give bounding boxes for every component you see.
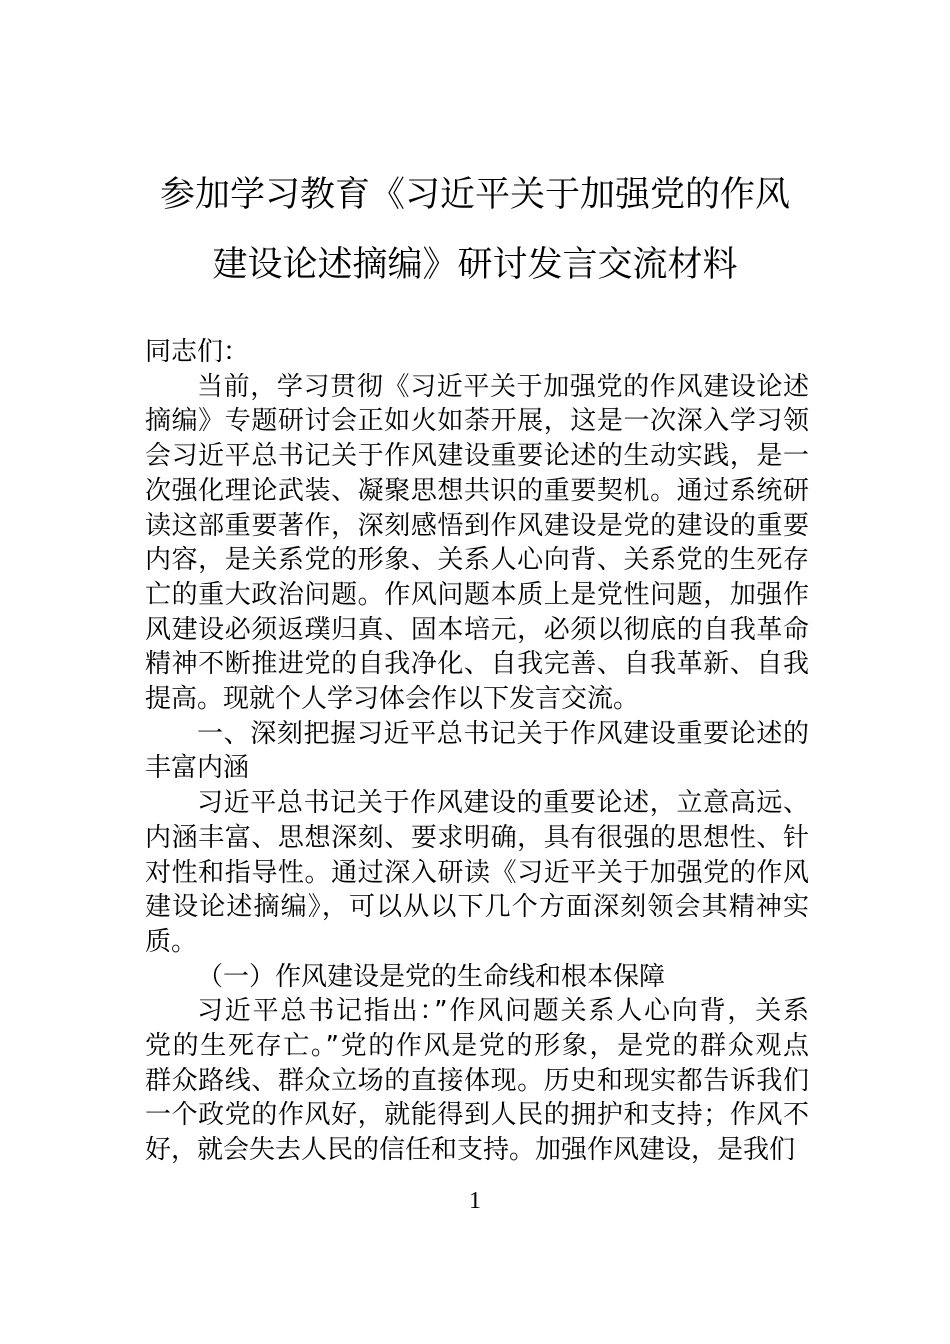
- text-line: 一、深刻把握习近平总书记关于作风建设重要论述的: [197, 718, 809, 749]
- text-line: 对性和指导性。通过深入研读《习近平关于加强党的作风: [145, 857, 809, 888]
- text-line: 习近平总书记指出：”作风问题关系人心向背，关系: [197, 996, 809, 1027]
- text-line: 同志们：: [145, 337, 250, 367]
- paragraph: [145, 960, 809, 995]
- text-line: 一个政党的作风好，就能得到人民的拥护和支持；作风不: [145, 1100, 809, 1131]
- text-line: 精神不断推进党的自我净化、自我完善、自我革新、自我: [145, 649, 809, 680]
- text-line: 次强化理论武装、凝聚思想共识的重要契机。通过系统研: [145, 475, 809, 506]
- text-line: 好，就会失去人民的信任和支持。加强作风建设，是我们: [145, 1135, 796, 1166]
- page-number: 1: [469, 1188, 481, 1214]
- title-line: 建设论述摘编》研讨发言交流材料: [212, 245, 738, 285]
- paragraph: [145, 370, 809, 717]
- text-line: 读这部重要著作，深刻感悟到作风建设是党的建设的重要: [145, 510, 809, 541]
- paragraph: [145, 335, 809, 370]
- text-line: 建设论述摘编》，可以从以下几个方面深刻领会其精神实: [145, 892, 809, 923]
- text-line: 提高。现就个人学习体会作以下发言交流。: [145, 684, 640, 715]
- text-line: （一）作风建设是党的生命线和根本保障: [197, 961, 666, 992]
- text-line: 群众路线、群众立场的直接体现。历史和现实都告诉我们: [145, 1065, 809, 1096]
- text-line: 当前，学习贯彻《习近平关于加强党的作风建设论述: [197, 371, 809, 402]
- text-line: 内涵丰富、思想深刻、要求明确，具有很强的思想性、针: [145, 822, 809, 853]
- paragraph: [145, 786, 809, 960]
- text-line: 摘编》专题研讨会正如火如荼开展，这是一次深入学习领: [145, 406, 809, 437]
- paragraph: [145, 994, 809, 1168]
- paragraph: [145, 717, 809, 786]
- text-line: 质。: [145, 926, 198, 957]
- text-line: 习近平总书记关于作风建设的重要论述，立意高远、: [197, 788, 809, 819]
- text-line: 内容，是关系党的形象、关系人心向背、关系党的生死存: [145, 545, 809, 576]
- text-line: 丰富内涵: [145, 753, 250, 784]
- document-body: [145, 335, 809, 1168]
- text-line: 风建设必须返璞归真、固本培元，必须以彻底的自我革命: [145, 614, 809, 645]
- title-line: 参加学习教育《习近平关于加强党的作风: [159, 175, 790, 215]
- document-title: [0, 160, 950, 300]
- text-line: 党的生死存亡。”党的作风是党的形象，是党的群众观点: [145, 1031, 809, 1062]
- text-line: 会习近平总书记关于作风建设重要论述的生动实践，是一: [145, 441, 809, 472]
- text-line: 亡的重大政治问题。作风问题本质上是党性问题，加强作: [145, 579, 809, 610]
